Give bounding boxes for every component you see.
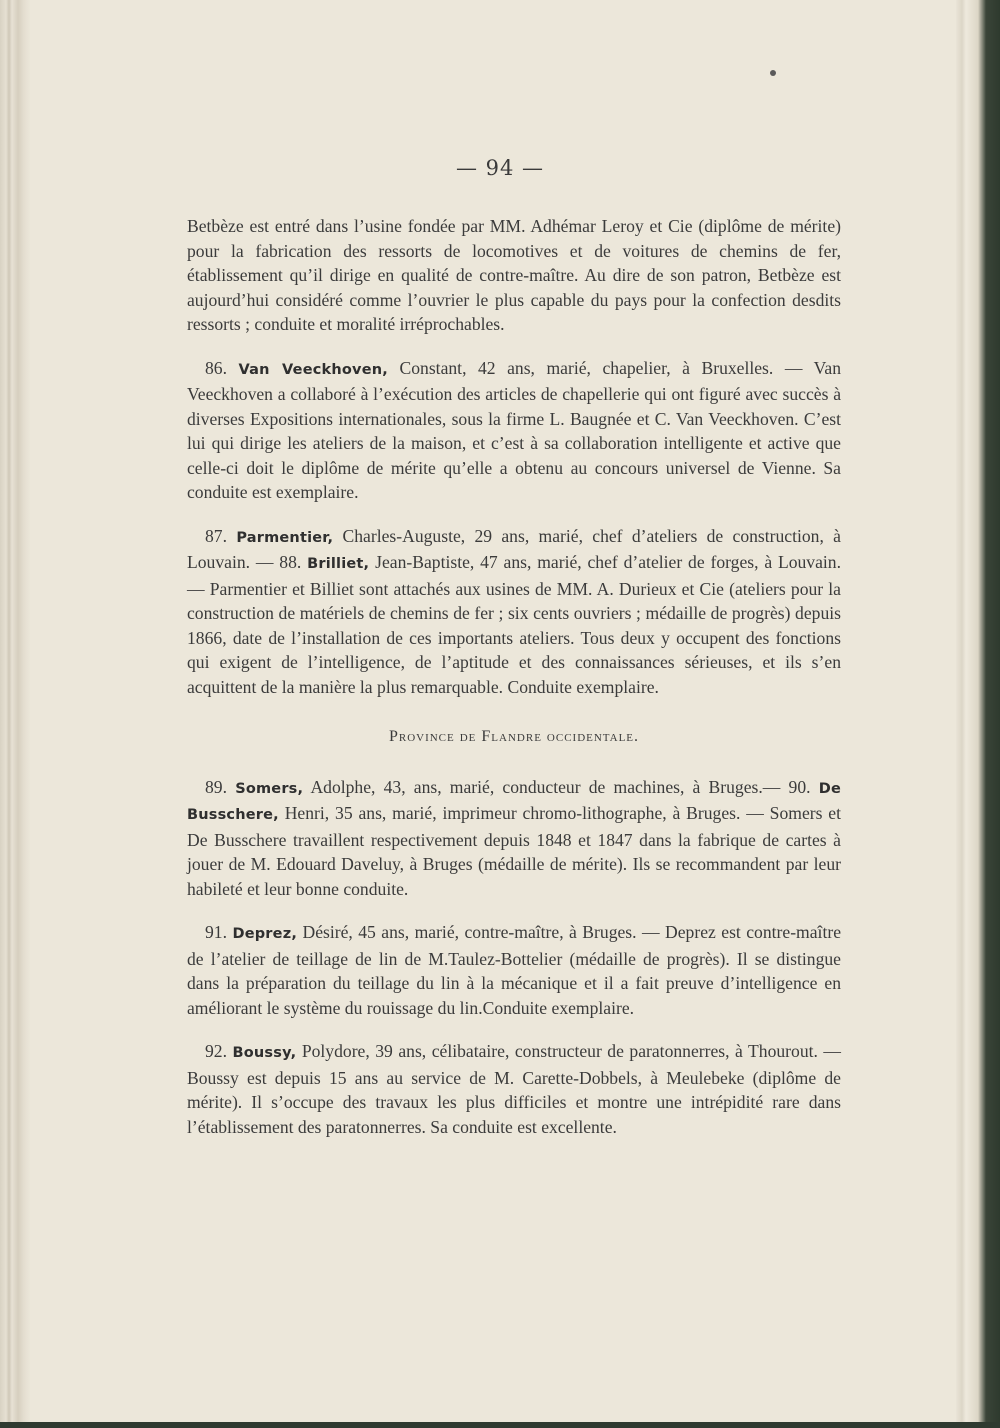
paragraph-91 <box>187 920 841 1020</box>
page-body <box>187 214 841 1158</box>
entry-text: Désiré, 45 ans, marié, contre-maître, à Bruges. — Deprez est contre-maître de l’atelier de teillage de lin de M.Taulez-Bottelier (médaille de progrès). Il se distingue dans la préparation du teillage du lin à la mécanique et il a fait preuve d’intelligence en améliorant le système du rouissage du lin.Conduite exemplaire. <box>187 922 841 1018</box>
paragraph-86 <box>187 356 841 505</box>
page-right-edge <box>956 0 1000 1428</box>
paragraph-87-88 <box>187 524 841 700</box>
person-name: Van Veeckhoven, <box>238 361 388 378</box>
entry-text: Constant, 42 ans, marié, chapelier, à Bruxelles. — Van Veeckhoven a collaboré à l’exécution des articles de chapellerie qui ont figuré avec succès à diverses Expositions internationales, sous la firme L. Baugnée et C. Van Veeckhoven. C’est lui qui dirige les ateliers de la maison, et c’est à sa collaboration intelligente et active que celle-ci doit le diplôme de mérite qu’elle a obtenu au concours universel de Vienne. Sa conduite est exemplaire. <box>187 357 841 502</box>
entry-number: 86. <box>205 357 227 378</box>
entry-text: Jean-Baptiste, 47 ans, marié, chef d’atelier de forges, à Louvain. — Parmentier et Billiet sont attachés aux usines de MM. A. Durieux et Cie (ateliers pour la construction de matériels de chemins de fer ; six cents ouvriers ; médaille de progrès) depuis 1866, date de l’installation de ces importants ateliers. Tous deux y occupent des fonctions qui exigent de l’intelligence, de l’aptitude et des connaissances sérieuses, et ils s’en acquittent de la manière la plus remarquable. Conduite exemplaire. <box>187 552 842 697</box>
person-name: Brilliet, <box>307 556 370 572</box>
entry-text: Polydore, 39 ans, célibataire, constructeur de paratonnerres, à Thourout. — Boussy est depuis 15 ans au service de M. Carette-Dobbels, à Meulebeke (diplôme de mérite). Il s’occupe des travaux les plus difficiles et montre une intrépidité rare dans l’établissement des paratonnerres. Sa conduite est excellente. <box>187 1041 841 1137</box>
page-gutter <box>0 0 30 1428</box>
entry-text: Henri, 35 ans, marié, imprimeur chromo-lithographe, à Bruges. — Somers et De Busschere travaillent respectivement depuis 1848 et 1847 dans la fabrique de cartes à jouer de M. Edouard Daveluy, à Bruges (médaille de mérite). Ils se recommandent par leur habileté et leur bonne conduite. <box>187 803 841 899</box>
ink-speck <box>770 70 776 76</box>
entry-number: 91. <box>205 922 227 942</box>
person-name: De Busschere, <box>187 780 841 823</box>
person-name: Parmentier, <box>236 529 334 546</box>
person-name: Somers, <box>235 780 304 797</box>
entry-number: 92. <box>205 1041 227 1061</box>
paragraph-92 <box>187 1039 841 1139</box>
person-name: Boussy, <box>232 1045 297 1061</box>
entry-number: 89. <box>205 776 227 797</box>
page-number: — 94 — <box>455 156 545 180</box>
entry-number: 87. <box>205 525 227 546</box>
section-heading: Province de Flandre occidentale. <box>388 728 640 745</box>
person-name: Deprez, <box>232 926 298 942</box>
entry-text: Adolphe, 43, ans, marié, conducteur de machines, à Bruges.— 90. <box>303 776 819 797</box>
entry-text: Charles-Auguste, 29 ans, marié, chef d’ateliers de construction, à Louvain. — 88. <box>187 525 841 572</box>
page-bottom-edge <box>0 1422 1000 1428</box>
paragraph-89-90 <box>187 775 841 902</box>
paragraph-betbeze: Betbèze est entré dans l’usine fondée par MM. Adhémar Leroy et Cie (diplôme de mérite) pour la fabrication des ressorts de locomotives et de voitures de chemins de fer, établissement qu’il dirige en qualité de contre-maître. Au dire de son patron, Betbèze est aujourd’hui considéré comme l’ouvrier le plus capable du pays pour la confection desdits ressorts ; conduite et moralité irréprochables. <box>187 216 841 334</box>
